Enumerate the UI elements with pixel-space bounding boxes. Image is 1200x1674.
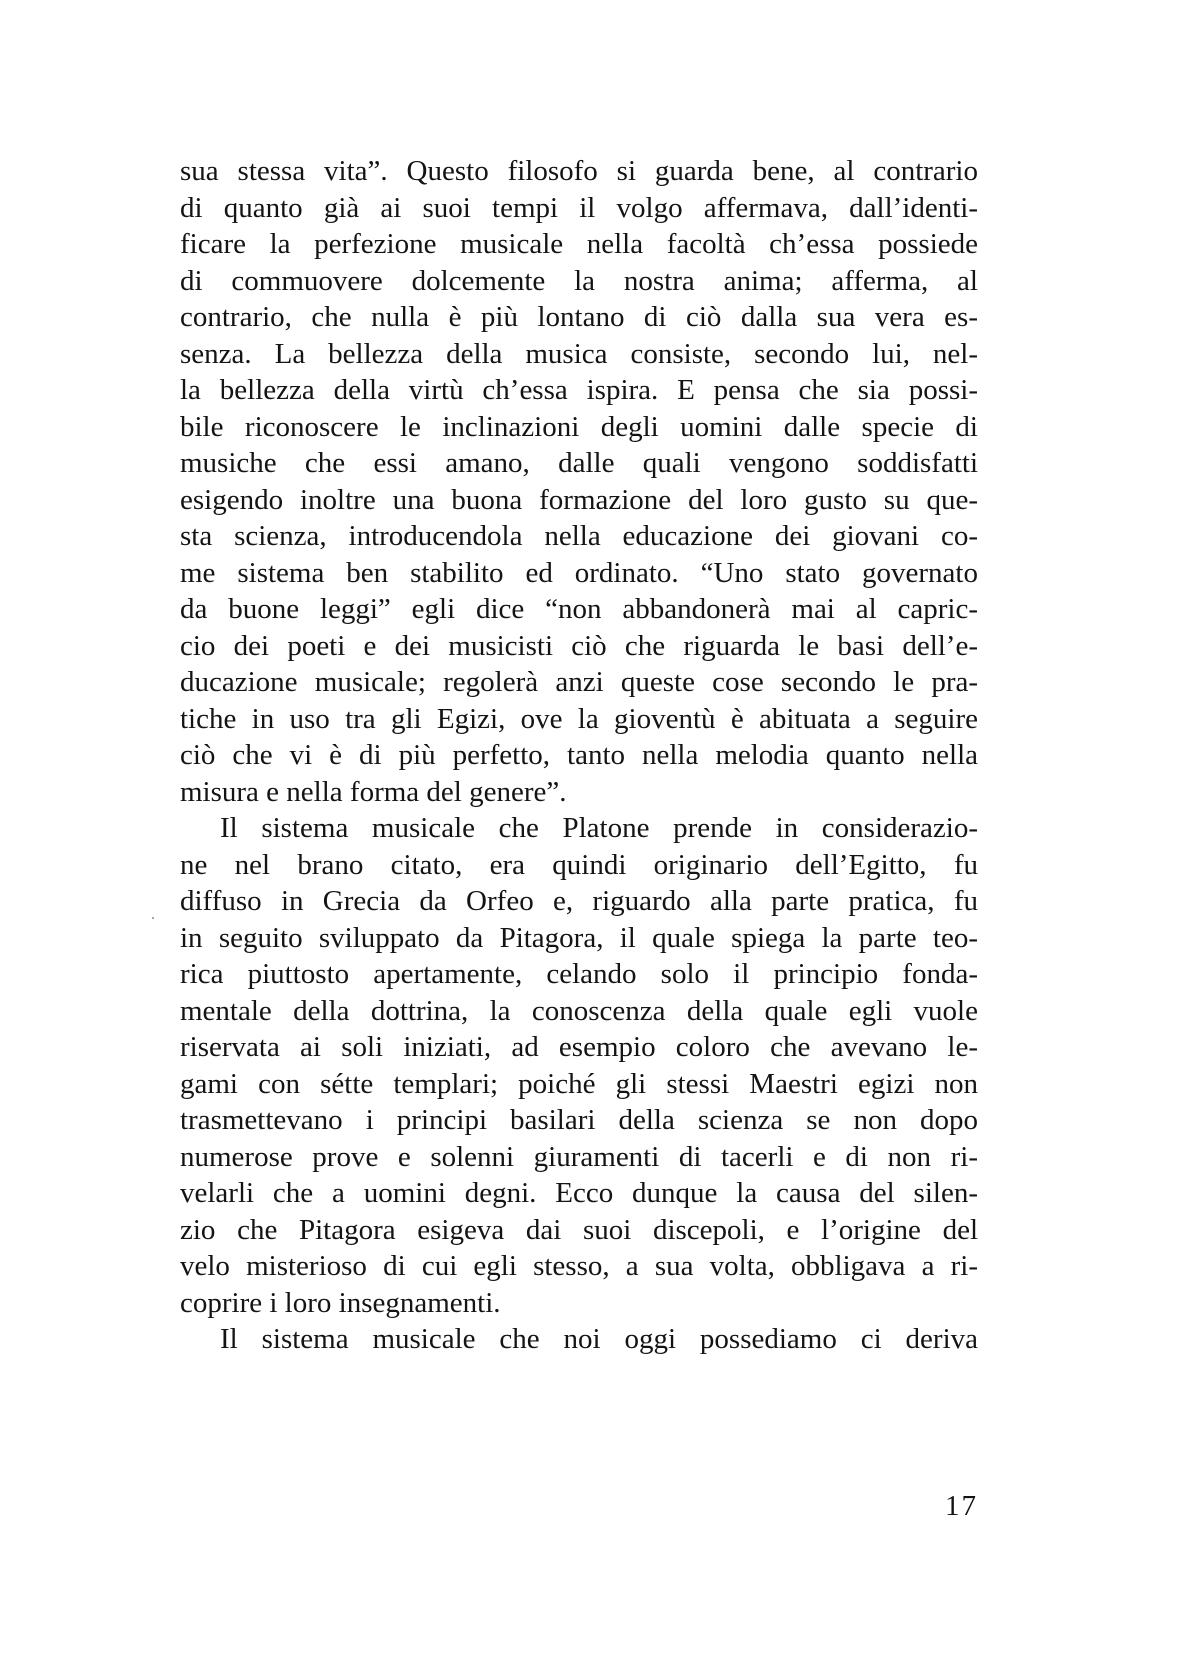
text-line: velarli che a uomini degni. Ecco dunque la causa del silen- xyxy=(180,1177,978,1209)
text-line: ficare la perfezione musicale nella facoltà ch’essa possiede xyxy=(180,228,978,260)
text-line: mentale della dottrina, la conoscenza della quale egli vuole xyxy=(180,994,978,1027)
body-text xyxy=(180,153,978,1358)
text-line: sua stessa vita”. Questo filosofo si guarda bene, al contrario xyxy=(180,155,978,187)
text-line: sta scienza, introducendola nella educazione dei giovani co- xyxy=(180,520,978,552)
text-line: da buone leggi” egli dice “non abbandonerà mai al capric- xyxy=(180,593,978,625)
text-line: cio dei poeti e dei musicisti ciò che riguarda le basi dell’e- xyxy=(180,629,978,662)
text-line: zio che Pitagora esigeva dai suoi discepoli, e l’origine del xyxy=(180,1213,978,1246)
text-line: di commuovere dolcemente la nostra anima; afferma, al xyxy=(180,264,978,297)
text-line: velo misterioso di cui egli stesso, a sua volta, obbligava a ri- xyxy=(180,1250,978,1282)
text-line: ciò che vi è di più perfetto, tanto nella melodia quanto nella xyxy=(180,739,978,771)
paragraph xyxy=(180,810,978,1321)
page-number: 17 xyxy=(945,1490,978,1522)
text-line: contrario, che nulla è più lontano di ciò dalla sua vera es- xyxy=(180,301,978,333)
text-line: senza. La bellezza della musica consiste, secondo lui, nel- xyxy=(180,337,978,370)
text-line: coprire i loro insegnamenti. xyxy=(180,1286,501,1319)
paragraph xyxy=(180,1321,978,1358)
text-line: bile riconoscere le inclinazioni degli uomini dalle specie di xyxy=(180,410,978,443)
text-line: la bellezza della virtù ch’essa ispira. E pensa che sia possi- xyxy=(180,374,978,406)
text-line: musiche che essi amano, dalle quali vengono soddisfatti xyxy=(180,447,978,479)
text-line: tiche in uso tra gli Egizi, ove la gioventù è abituata a seguire xyxy=(180,702,978,735)
text-line: di quanto già ai suoi tempi il volgo affermava, dall’identi- xyxy=(180,191,978,224)
text-line: gami con sétte templari; poiché gli stessi Maestri egizi non xyxy=(180,1067,978,1100)
text-line: Il sistema musicale che Platone prende in considerazio- xyxy=(220,812,978,844)
text-line: rica piuttosto apertamente, celando solo il principio fonda- xyxy=(180,958,978,990)
text-line: in seguito sviluppato da Pitagora, il quale spiega la parte teo- xyxy=(180,921,978,954)
text-line: esigendo inoltre una buona formazione del loro gusto su que- xyxy=(180,483,978,516)
text-line: misura e nella forma del genere”. xyxy=(180,775,567,808)
text-line: trasmettevano i principi basilari della scienza se non dopo xyxy=(180,1104,978,1136)
scan-speck xyxy=(152,917,154,919)
text-line: ducazione musicale; regolerà anzi queste cose secondo le pra- xyxy=(180,666,978,698)
text-line: ne nel brano citato, era quindi originario dell’Egitto, fu xyxy=(180,848,978,881)
paragraph xyxy=(180,153,978,810)
text-line: riservata ai soli iniziati, ad esempio coloro che avevano le- xyxy=(180,1031,978,1063)
text-line: me sistema ben stabilito ed ordinato. “Uno stato governato xyxy=(180,556,978,589)
text-line: numerose prove e solenni giuramenti di tacerli e di non ri- xyxy=(180,1140,978,1173)
text-line: Il sistema musicale che noi oggi possediamo ci deriva xyxy=(220,1323,978,1355)
text-line: diffuso in Grecia da Orfeo e, riguardo alla parte pratica, fu xyxy=(180,885,978,917)
